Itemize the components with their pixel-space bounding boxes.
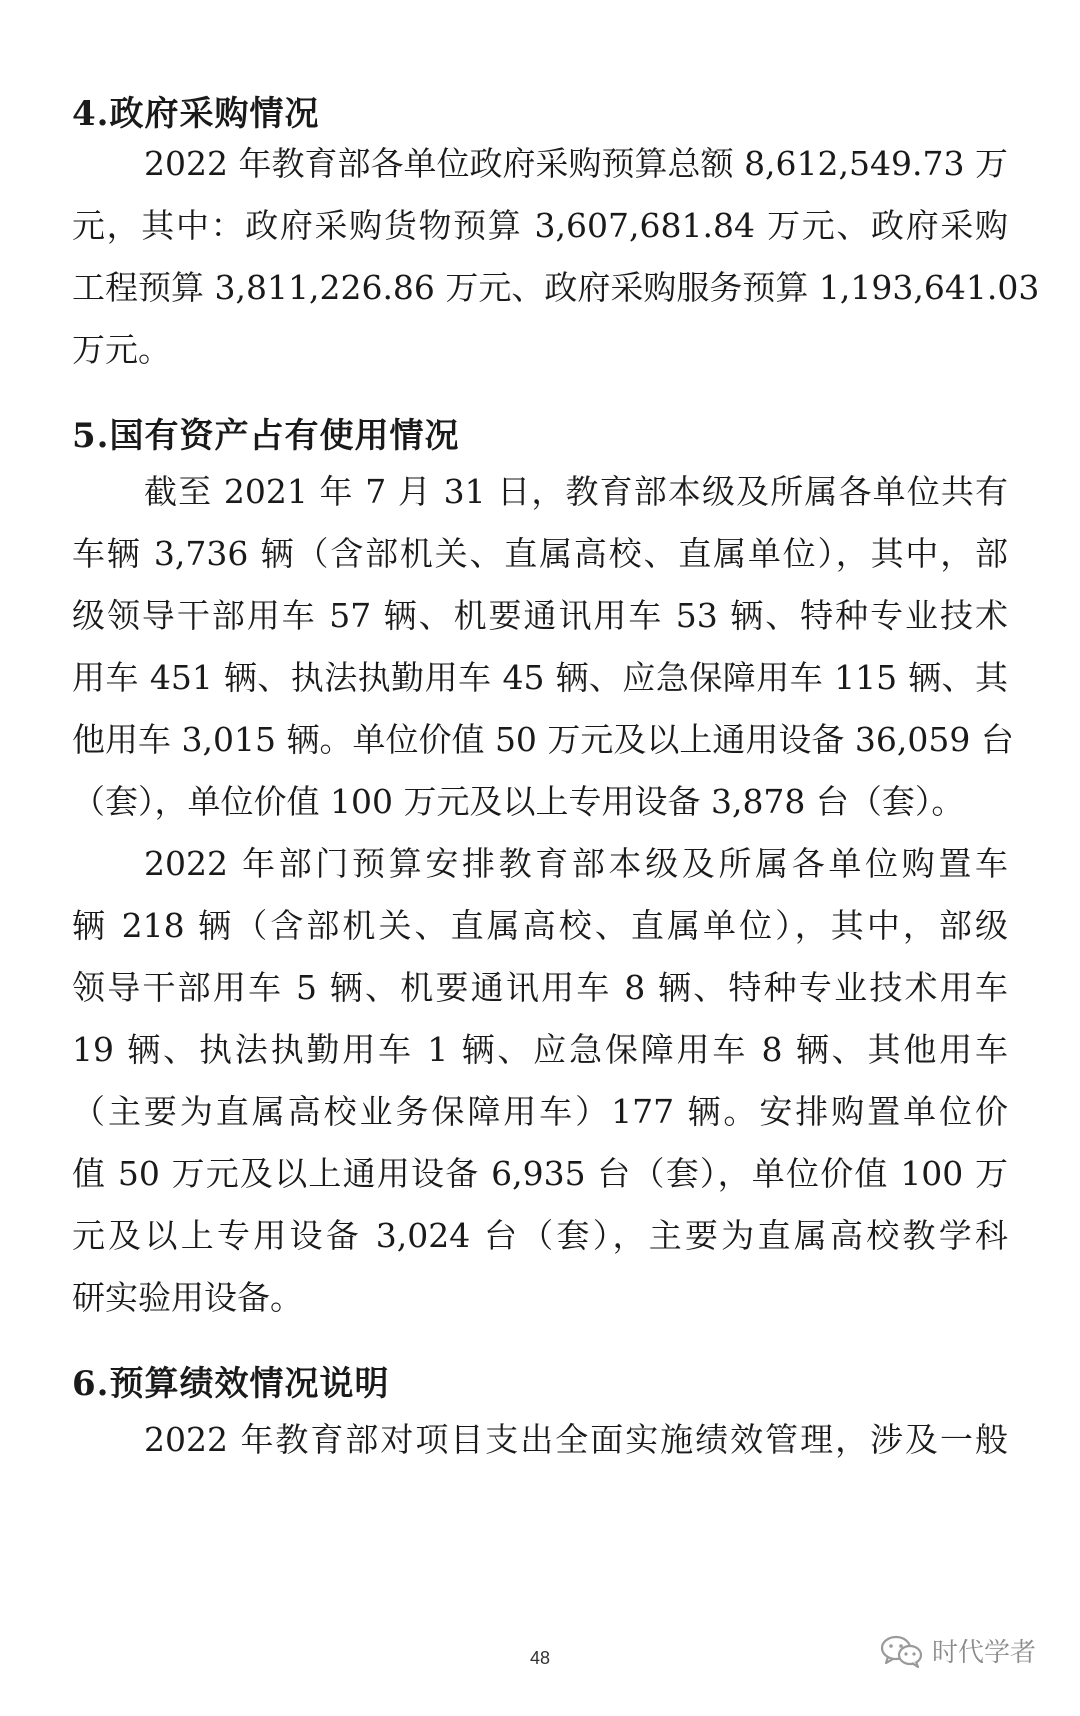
section-heading-state-assets: 5.国有资产占有使用情况 <box>72 416 460 456</box>
paragraph-line: 值 50 万元及以上通用设备 6,935 台（套），单位价值 100 万 <box>72 1154 1008 1193</box>
paragraph-line: 用车 451 辆、执法执勤用车 45 辆、应急保障用车 115 辆、其 <box>72 658 1008 697</box>
paragraph-line: 19 辆、执法执勤用车 1 辆、应急保障用车 8 辆、其他用车 <box>72 1030 1008 1069</box>
paragraph-line: （主要为直属高校业务保障用车）177 辆。安排购置单位价 <box>72 1092 1008 1131</box>
paragraph-line: 2022 年部门预算安排教育部本级及所属各单位购置车 <box>144 844 1008 883</box>
paragraph-line: 领导干部用车 5 辆、机要通讯用车 8 辆、特种专业技术用车 <box>72 968 1008 1007</box>
paragraph-line: 截至 2021 年 7 月 31 日，教育部本级及所属各单位共有 <box>144 472 1008 511</box>
paragraph-line: （套），单位价值 100 万元及以上专用设备 3,878 台（套）。 <box>72 782 965 821</box>
paragraph-line: 2022 年教育部对项目支出全面实施绩效管理，涉及一般 <box>144 1420 1008 1459</box>
paragraph-line: 辆 218 辆（含部机关、直属高校、直属单位），其中，部级 <box>72 906 1008 945</box>
watermark-text: 时代学者 <box>931 1638 1036 1668</box>
paragraph-line: 2022 年教育部各单位政府采购预算总额 8,612,549.73 万 <box>144 144 1008 183</box>
paragraph-line: 他用车 3,015 辆。单位价值 50 万元及以上通用设备 36,059 台 <box>72 720 1014 759</box>
paragraph-line: 元及以上专用设备 3,024 台（套），主要为直属高校教学科 <box>72 1216 1008 1255</box>
paragraph-line: 研实验用设备。 <box>72 1278 303 1317</box>
paragraph-line: 工程预算 3,811,226.86 万元、政府采购服务预算 1,193,641.03 <box>72 268 1040 307</box>
paragraph-line: 车辆 3,736 辆（含部机关、直属高校、直属单位），其中，部 <box>72 534 1008 573</box>
page-number: 48 <box>529 1648 551 1668</box>
paragraph-line: 万元。 <box>72 330 171 369</box>
section-heading-procurement: 4.政府采购情况 <box>72 94 320 134</box>
paragraph-line: 级领导干部用车 57 辆、机要通讯用车 53 辆、特种专业技术 <box>72 596 1008 635</box>
paragraph-line: 元，其中：政府采购货物预算 3,607,681.84 万元、政府采购 <box>72 206 1008 245</box>
wechat-watermark <box>880 1632 1036 1669</box>
section-heading-performance: 6.预算绩效情况说明 <box>72 1364 390 1404</box>
wechat-icon <box>880 1634 924 1668</box>
